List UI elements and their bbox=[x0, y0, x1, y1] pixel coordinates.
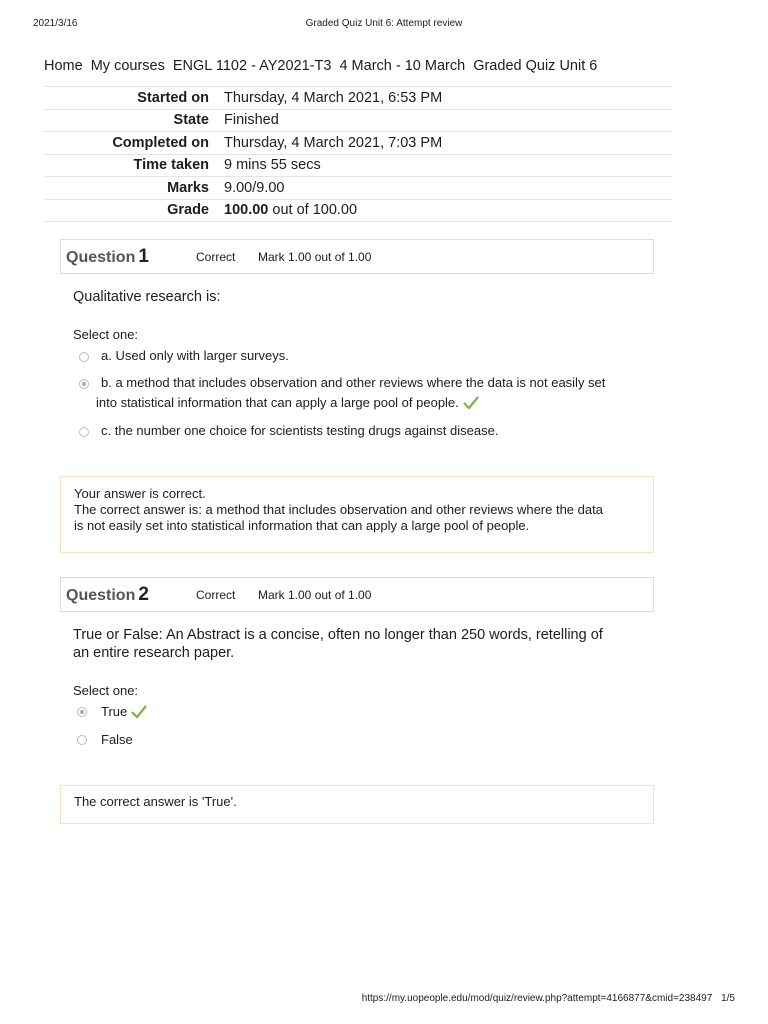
option-true-label: True bbox=[101, 704, 128, 719]
option-a-label[interactable]: a. Used only with larger surveys. bbox=[101, 348, 289, 363]
print-date: 2021/3/16 bbox=[33, 18, 78, 29]
option-c-radio[interactable] bbox=[79, 427, 89, 437]
breadcrumb-quiz-link[interactable]: Graded Quiz Unit 6 bbox=[473, 58, 598, 74]
summary-label: Time taken bbox=[44, 154, 224, 177]
check-icon bbox=[131, 705, 147, 719]
feedback-result: Your answer is correct. bbox=[74, 486, 206, 501]
print-footer bbox=[356, 993, 735, 1004]
breadcrumb bbox=[44, 58, 601, 74]
question-mark: Mark 1.00 out of 1.00 bbox=[258, 250, 372, 264]
option-b-label[interactable]: b. a method that includes observation and other reviews where the data is not easily set bbox=[101, 375, 606, 390]
question-mark: Mark 1.00 out of 1.00 bbox=[258, 588, 372, 602]
question-2-text-line2: an entire research paper. bbox=[73, 645, 235, 661]
question-label: Question bbox=[66, 587, 136, 604]
question-state: Correct bbox=[196, 250, 236, 264]
question-2-feedback bbox=[60, 785, 654, 824]
breadcrumb-home-link[interactable]: Home bbox=[44, 58, 83, 74]
grade-value: 100.00 bbox=[224, 202, 269, 219]
summary-value: Finished bbox=[224, 109, 671, 132]
print-header bbox=[0, 18, 768, 32]
question-1-info bbox=[60, 239, 654, 274]
question-number bbox=[66, 584, 149, 606]
question-label: Question bbox=[66, 249, 136, 266]
question-2-text bbox=[73, 626, 633, 662]
question-index: 1 bbox=[138, 246, 149, 267]
attempt-summary-table bbox=[44, 86, 671, 222]
summary-value: 9 mins 55 secs bbox=[224, 154, 671, 177]
option-true-radio[interactable] bbox=[77, 707, 87, 717]
option-b-label-line2: into statistical information that can apply a large pool of people. bbox=[96, 395, 459, 410]
summary-value: Thursday, 4 March 2021, 7:03 PM bbox=[224, 132, 671, 155]
summary-label: Marks bbox=[44, 177, 224, 200]
select-one-prompt: Select one: bbox=[73, 327, 139, 342]
summary-row bbox=[44, 109, 671, 132]
option-false-radio[interactable] bbox=[77, 735, 87, 745]
feedback-right-answer-cont: is not easily set into statistical information that can apply a large pool of people. bbox=[74, 518, 530, 533]
feedback-right-answer: The correct answer is: a method that includes observation and other reviews where the data bbox=[74, 502, 603, 517]
option-b-label-cont[interactable] bbox=[96, 393, 479, 413]
question-1-feedback bbox=[60, 476, 654, 553]
print-title: Graded Quiz Unit 6: Attempt review bbox=[305, 18, 463, 29]
summary-value bbox=[224, 199, 671, 222]
question-index: 2 bbox=[138, 584, 149, 605]
breadcrumb-week-link[interactable]: 4 March - 10 March bbox=[339, 58, 466, 74]
question-2-info bbox=[60, 577, 654, 612]
summary-value: 9.00/9.00 bbox=[224, 177, 671, 200]
print-url: https://my.uopeople.edu/mod/quiz/review.php?attempt=4166877&cmid=238497 bbox=[361, 993, 713, 1004]
grade-out-of: out of 100.00 bbox=[268, 202, 358, 219]
summary-row bbox=[44, 87, 671, 110]
feedback-right-answer: The correct answer is 'True'. bbox=[74, 794, 237, 809]
summary-row bbox=[44, 177, 671, 200]
select-one-prompt: Select one: bbox=[73, 683, 139, 698]
question-state: Correct bbox=[196, 588, 236, 602]
print-page-number: 1/5 bbox=[721, 993, 735, 1004]
question-number bbox=[66, 246, 149, 268]
summary-label: Grade bbox=[44, 199, 224, 222]
option-b-radio[interactable] bbox=[79, 379, 89, 389]
option-a-radio[interactable] bbox=[79, 352, 89, 362]
option-c-label[interactable]: c. the number one choice for scientists testing drugs against disease. bbox=[101, 423, 499, 438]
breadcrumb-course-link[interactable]: ENGL 1102 - AY2021-T3 bbox=[172, 58, 332, 74]
summary-label: State bbox=[44, 109, 224, 132]
breadcrumb-my-courses-link[interactable]: My courses bbox=[90, 58, 165, 74]
summary-label: Started on bbox=[44, 87, 224, 110]
summary-label: Completed on bbox=[44, 132, 224, 155]
summary-row bbox=[44, 199, 671, 222]
summary-value: Thursday, 4 March 2021, 6:53 PM bbox=[224, 87, 671, 110]
summary-row bbox=[44, 132, 671, 155]
question-2-text-line1: True or False: An Abstract is a concise, often no longer than 250 words, retelling of bbox=[73, 627, 603, 643]
question-1-text: Qualitative research is: bbox=[73, 289, 221, 305]
summary-row bbox=[44, 154, 671, 177]
option-true[interactable] bbox=[101, 702, 147, 722]
option-false-label[interactable]: False bbox=[101, 732, 133, 747]
check-icon bbox=[463, 396, 479, 410]
